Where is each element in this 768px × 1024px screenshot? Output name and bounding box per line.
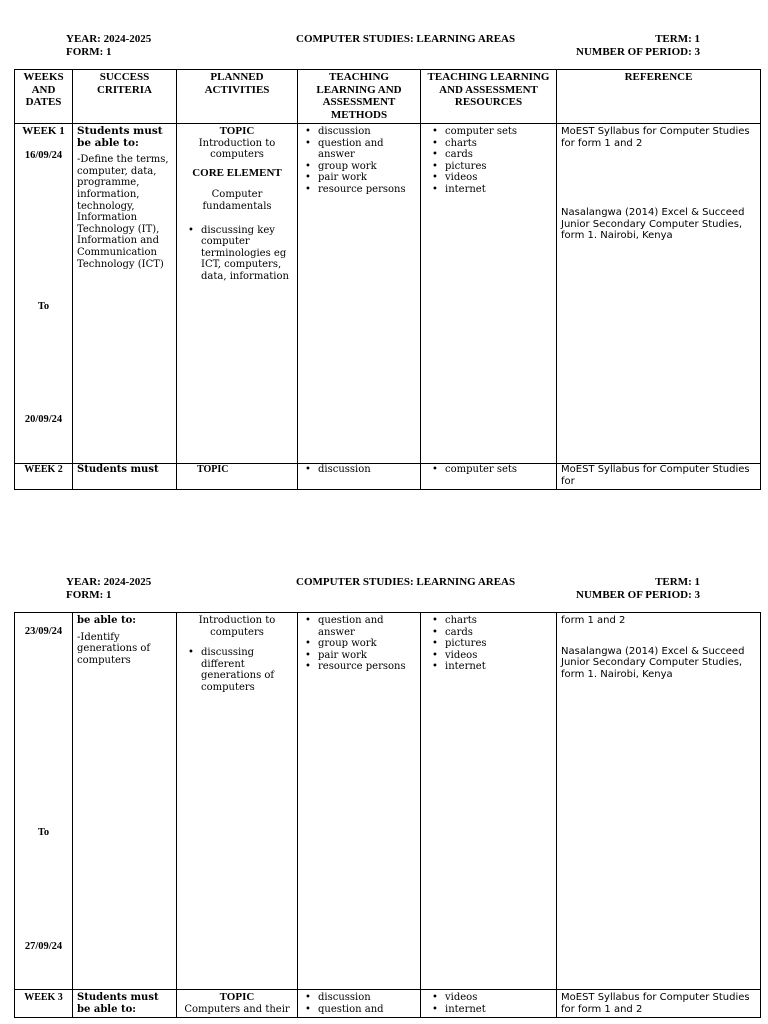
list-item: • question and answer <box>318 138 416 161</box>
list-item: • cards <box>445 627 552 639</box>
list-item: • group work <box>318 638 416 650</box>
page1-header <box>0 33 768 63</box>
week1-activity: • discussing key computer terminologies eg ICT, computers, data, information <box>201 225 293 283</box>
week3-criteria-head: Students must be able to: <box>77 992 159 1015</box>
list-item: • question and <box>318 1004 416 1016</box>
week2-activity: • discussing different generations of computers <box>201 647 293 693</box>
list-item: • internet <box>445 1004 552 1016</box>
week1-end-date: 20/09/24 <box>24 414 63 425</box>
col-header-resources: TEACHING LEARNING AND ASSESSMENT RESOURCES <box>421 70 557 124</box>
week2-to-label: To <box>37 827 50 838</box>
week2-methods-cell <box>298 613 421 990</box>
list-item: • charts <box>445 138 552 150</box>
week2-start-date: 23/09/24 <box>24 626 63 637</box>
week3-resources-list <box>425 992 552 1015</box>
week3-methods-list <box>302 992 416 1015</box>
list-item: • resource persons <box>318 184 416 196</box>
week2-resources-list <box>425 615 552 673</box>
list-item: • pictures <box>445 638 552 650</box>
week2-criteria-body: -Identify generations of computers <box>77 631 151 666</box>
col-header-criteria: SUCCESS CRITERIA <box>73 70 177 124</box>
page2-header <box>0 576 768 606</box>
col-header-activities: PLANNED ACTIVITIES <box>177 70 298 124</box>
list-item: • cards <box>445 149 552 161</box>
week2-end-date: 27/09/24 <box>24 941 63 952</box>
week3-label: WEEK 3 <box>15 990 73 1018</box>
week2-reference-cell <box>557 613 761 990</box>
form-label: FORM: 1 <box>66 589 112 601</box>
table-row-week1 <box>15 124 761 464</box>
list-item: • internet <box>445 661 552 673</box>
table-row-week2 <box>15 613 761 990</box>
document-title: COMPUTER STUDIES: LEARNING AREAS <box>296 33 516 45</box>
week1-activity-list <box>181 225 293 283</box>
week1-topic: Introduction to computers <box>198 137 276 161</box>
week2-reference-syllabus: form 1 and 2 <box>561 615 626 626</box>
year-label: YEAR: 2024-2025 <box>66 576 152 588</box>
week2-activities-cell <box>177 613 298 990</box>
week1-core-label: CORE ELEMENT <box>192 166 282 179</box>
table-header-row <box>15 70 761 124</box>
periods-label: NUMBER OF PERIOD: 3 <box>576 589 700 601</box>
week1-to-label: To <box>37 301 50 312</box>
week1-reference-cell <box>557 124 761 464</box>
week1-dates-cell <box>15 124 73 464</box>
list-item: • pair work <box>318 650 416 662</box>
list-item: • discussion <box>318 126 416 138</box>
week2-criteria-cell <box>73 613 177 990</box>
week2-resources-cell <box>421 613 557 990</box>
week3-resources-cell <box>421 990 557 1018</box>
week2-method-start <box>298 464 421 490</box>
scheme-table-page2 <box>14 612 761 1018</box>
list-item: • discussion <box>318 992 416 1004</box>
list-item: • pictures <box>445 161 552 173</box>
week1-methods-list <box>302 126 416 196</box>
week1-resources-cell <box>421 124 557 464</box>
week1-core: Computer fundamentals <box>202 189 272 212</box>
week1-reference-syllabus: MoEST Syllabus for Computer Studies for form 1 and 2 <box>561 126 750 149</box>
col-header-methods: TEACHING LEARNING AND ASSESSMENT METHODS <box>298 70 421 124</box>
form-label: FORM: 1 <box>66 46 112 58</box>
week2-activity-list <box>181 647 293 693</box>
week2-dates-cell <box>15 613 73 990</box>
term-label: TERM: 1 <box>655 576 700 588</box>
week2-resource-start <box>421 464 557 490</box>
week2-topic: Introduction to computers <box>198 615 276 638</box>
col-header-reference: REFERENCE <box>557 70 761 124</box>
list-item: • resource persons <box>318 661 416 673</box>
table-row-week3 <box>15 990 761 1018</box>
week2-criteria-head: Students must <box>77 464 159 475</box>
week3-topic-label: TOPIC <box>219 991 255 1003</box>
col-header-weeks: WEEKS AND DATES <box>15 70 73 124</box>
week1-reference-book: Nasalangwa (2014) Excel & Succeed Junior Secondary Computer Studies, form 1. Nairobi, Kenya <box>561 207 745 242</box>
document-title: COMPUTER STUDIES: LEARNING AREAS <box>296 576 516 588</box>
week3-methods-cell <box>298 990 421 1018</box>
week1-start-date: 16/09/24 <box>24 150 63 161</box>
list-item: • question and answer <box>318 615 416 638</box>
periods-label: NUMBER OF PERIOD: 3 <box>576 46 700 58</box>
week2-criteria-start <box>73 464 177 490</box>
table-row-week2-start <box>15 464 761 490</box>
year-label: YEAR: 2024-2025 <box>66 33 152 45</box>
week1-topic-label: TOPIC <box>219 125 255 137</box>
list-item: • computer sets <box>445 464 552 476</box>
week3-topic: Computers and their <box>184 1003 290 1015</box>
week2-label: WEEK 2 <box>15 464 73 490</box>
list-item: • videos <box>445 172 552 184</box>
list-item: • videos <box>445 992 552 1004</box>
term-label: TERM: 1 <box>655 33 700 45</box>
scheme-table-page1 <box>14 69 761 490</box>
week1-activities-cell <box>177 124 298 464</box>
week1-criteria-body: -Define the terms, computer, data, programme, information, technology, Information Technology (IT), Information and Communication Technology (ICT) <box>77 154 169 270</box>
week2-methods-list <box>302 615 416 673</box>
week2-reference-book: Nasalangwa (2014) Excel & Succeed Junior Secondary Computer Studies, form 1. Nairobi, Kenya <box>561 645 745 680</box>
week3-reference-cell: MoEST Syllabus for Computer Studies for form 1 and 2 <box>557 990 761 1018</box>
week3-activities-cell <box>177 990 298 1018</box>
list-item: • computer sets <box>445 126 552 138</box>
list-item: • discussion <box>318 464 416 476</box>
week1-methods-cell <box>298 124 421 464</box>
week1-criteria-cell <box>73 124 177 464</box>
week2-reference-start: MoEST Syllabus for Computer Studies for <box>557 464 761 490</box>
week2-topic-label: TOPIC <box>177 464 298 490</box>
week1-resources-list <box>425 126 552 196</box>
list-item: • group work <box>318 161 416 173</box>
list-item: • videos <box>445 650 552 662</box>
list-item: • charts <box>445 615 552 627</box>
week1-criteria-head: Students must be able to: <box>77 125 163 149</box>
week3-criteria-cell <box>73 990 177 1018</box>
week2-criteria-head: be able to: <box>77 615 136 626</box>
list-item: • pair work <box>318 172 416 184</box>
week1-label: WEEK 1 <box>22 125 65 137</box>
list-item: • internet <box>445 184 552 196</box>
